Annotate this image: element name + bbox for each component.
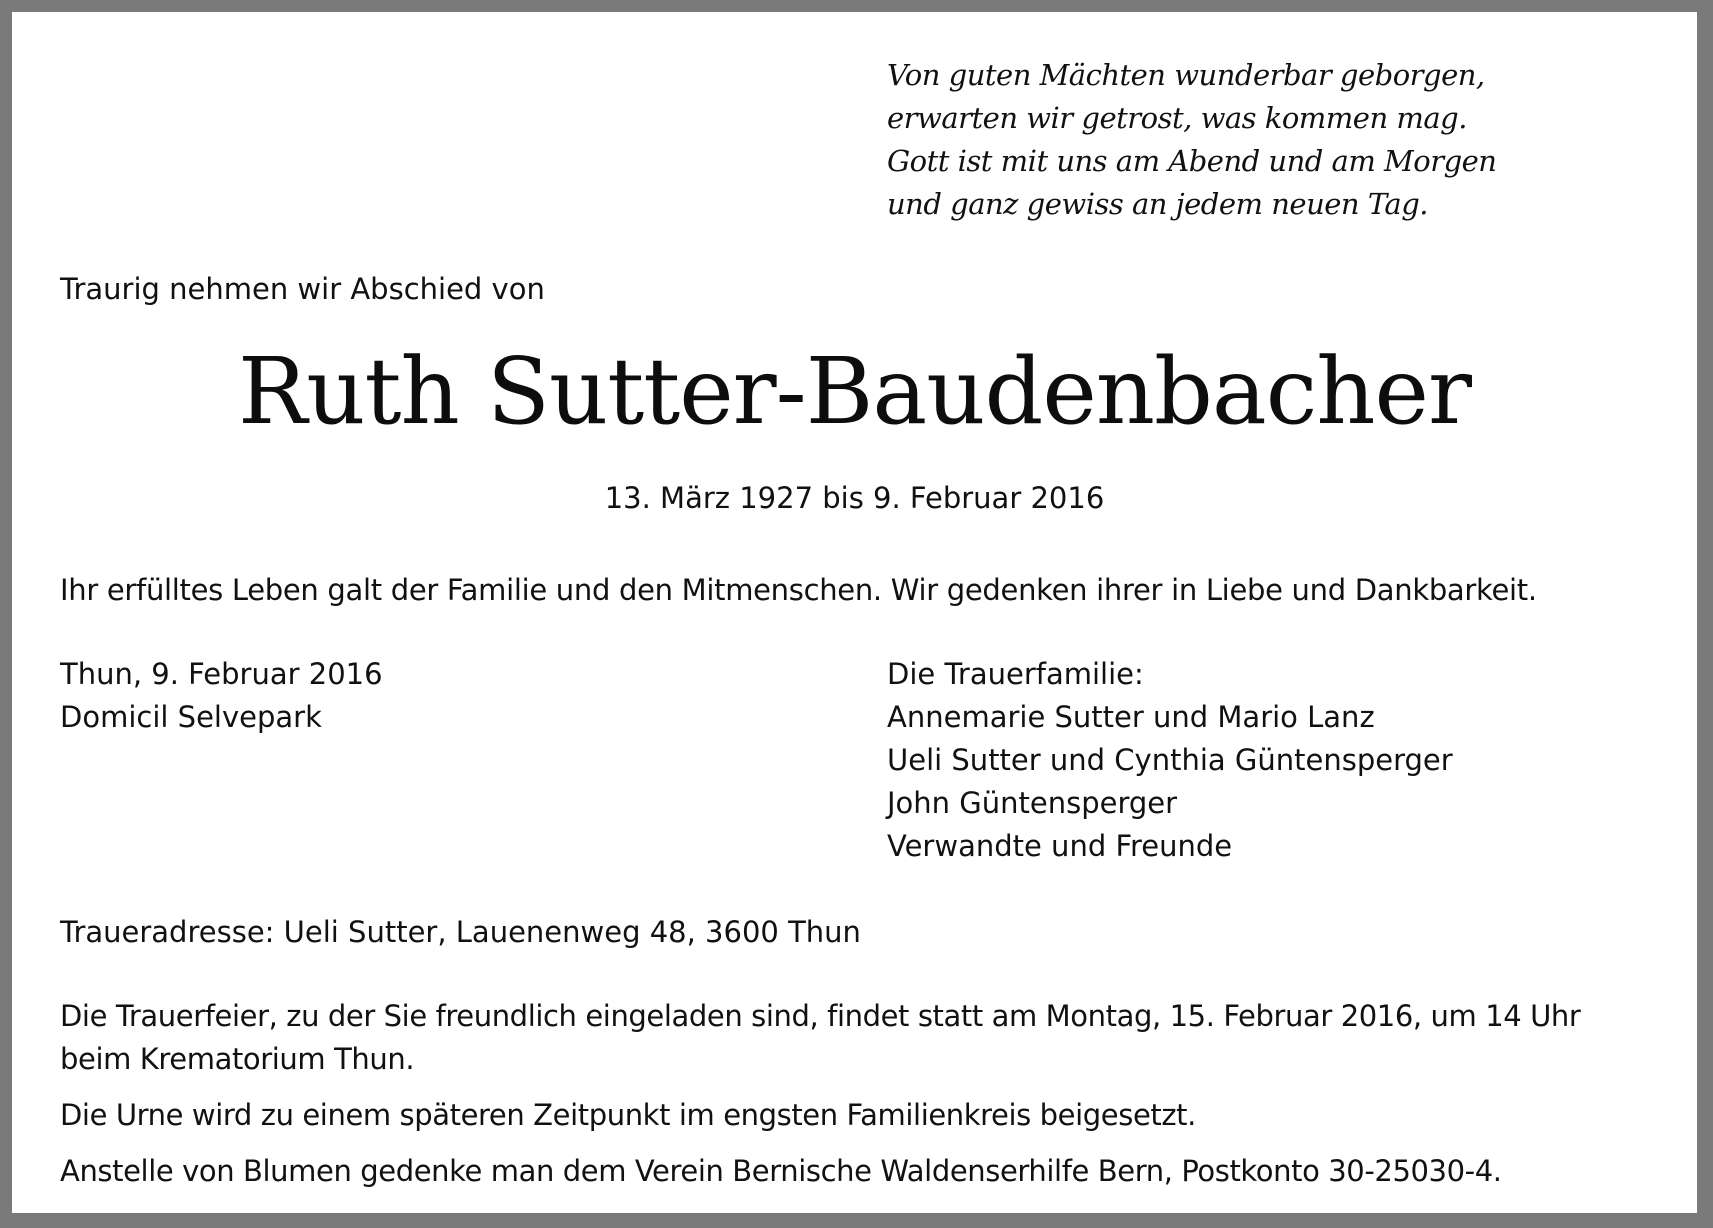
family-block [887,653,1453,868]
residence: Domicil Selvepark [60,700,322,734]
family-member: Verwandte und Freunde [887,829,1233,863]
place-block [60,653,383,739]
obituary-notice [12,12,1697,1213]
family-member: John Güntensperger [887,786,1178,820]
family-member: Ueli Sutter und Cynthia Güntensperger [887,743,1453,777]
poem-line: erwarten wir getrost, was kommen mag. [887,101,1467,135]
page-frame [12,12,1697,1213]
poem-line: Von guten Mächten wunderbar geborgen, [887,58,1485,92]
ceremony-info [60,995,1660,1081]
location-date: Thun, 9. Februar 2016 [60,657,383,691]
family-heading: Die Trauerfamilie: [887,657,1144,691]
poem-line: Gott ist mit uns am Abend und am Morgen [887,144,1497,178]
poem-line: und ganz gewiss an jedem neuen Tag. [887,187,1428,221]
life-dates: 13. März 1927 bis 9. Februar 2016 [604,481,1105,515]
urn-info: Die Urne wird zu einem späteren Zeitpunkt im engsten Familienkreis beigesetzt. [60,1098,1196,1132]
ceremony-block [60,995,1660,1206]
ceremony-line-1: Die Trauerfeier, zu der Sie freundlich eingeladen sind, findet statt am Montag, 15. Februar 2016, um 14 Uhr [60,999,1581,1033]
mourning-address: Traueradresse: Ueli Sutter, Lauenenweg 48, 3600 Thun [60,915,861,949]
intro-text: Traurig nehmen wir Abschied von [60,272,545,306]
tribute-text: Ihr erfülltes Leben galt der Familie und den Mitmenschen. Wir gedenken ihrer in Liebe und Dankbarkeit. [60,573,1537,607]
donation-info: Anstelle von Blumen gedenke man dem Verein Bernische Waldenserhilfe Bern, Postkonto 30-25030-4. [60,1154,1502,1188]
deceased-name: Ruth Sutter-Baudenbacher [238,338,1471,445]
family-member: Annemarie Sutter und Mario Lanz [887,700,1375,734]
poem-block [887,54,1647,226]
ceremony-line-2: beim Krematorium Thun. [60,1042,415,1076]
